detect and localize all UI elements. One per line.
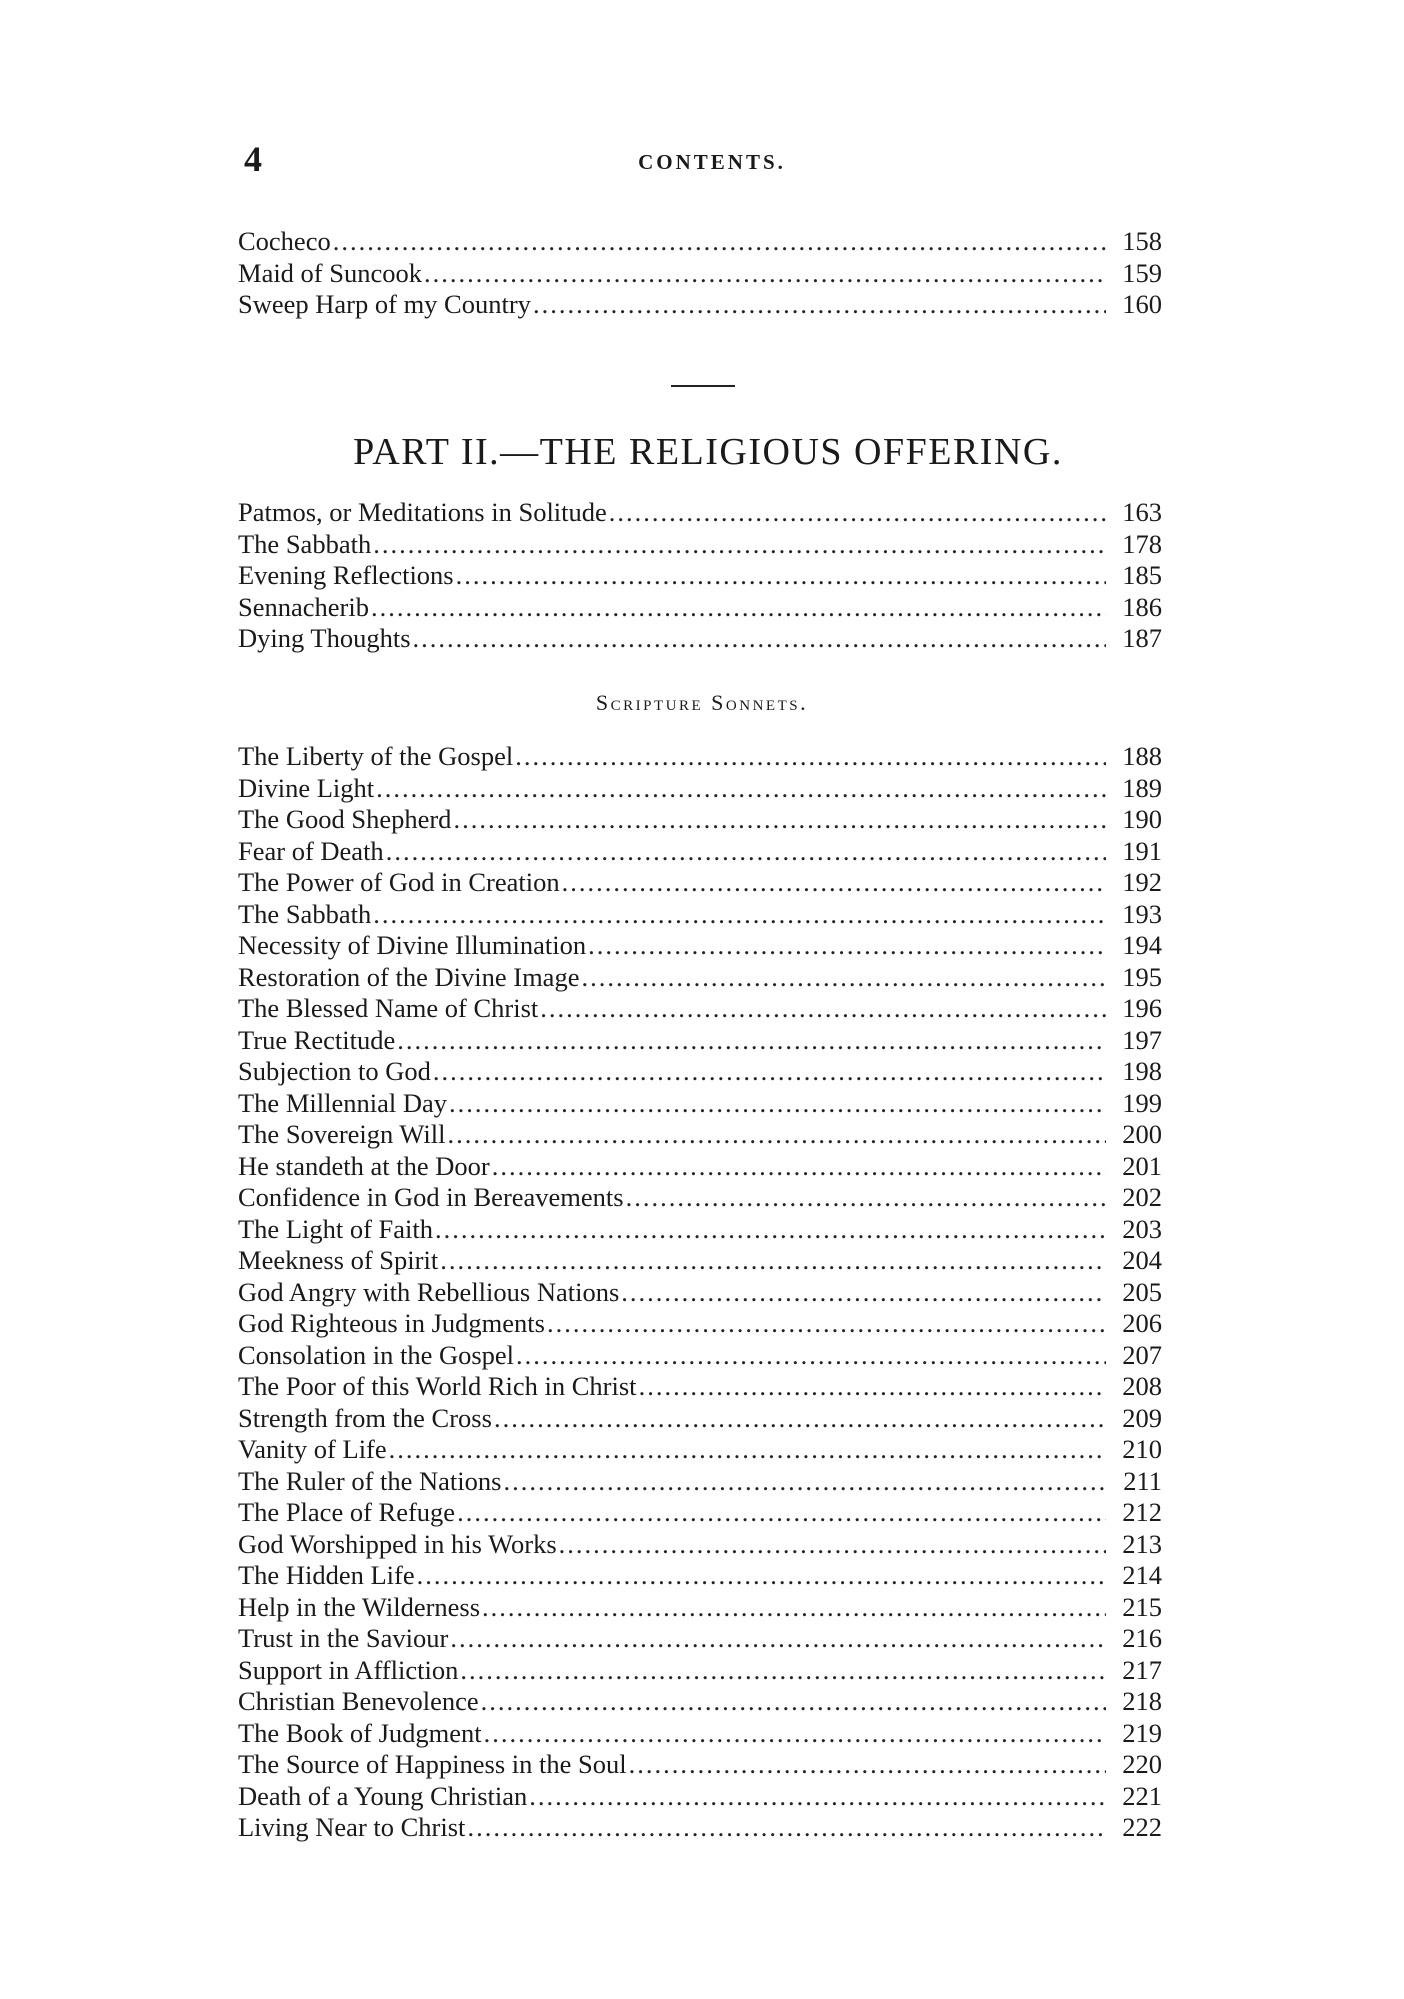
dot-leader	[371, 592, 1106, 624]
entry-title: The Book of Judgment	[238, 1717, 482, 1748]
entry-page: 220	[1122, 1749, 1162, 1779]
entry-page: 159	[1122, 257, 1162, 288]
entry-title: Maid of Suncook	[238, 257, 423, 288]
dot-leader	[453, 804, 1106, 836]
entry-title: The Place of Refuge	[238, 1497, 456, 1527]
entry-page: 217	[1122, 1654, 1162, 1685]
toc-entry	[238, 867, 1162, 899]
dot-leader	[533, 289, 1106, 321]
toc-entry	[238, 773, 1162, 805]
entry-page: 200	[1122, 1119, 1162, 1149]
entry-page: 190	[1122, 804, 1162, 834]
toc-entry	[238, 1623, 1162, 1655]
dot-leader	[386, 836, 1106, 868]
entry-page: 218	[1122, 1686, 1162, 1716]
toc-entry	[238, 497, 1162, 529]
toc-entry	[238, 560, 1162, 592]
entry-title: God Angry with Rebellious Nations	[238, 1276, 620, 1307]
dot-leader	[433, 1056, 1106, 1088]
dot-leader	[460, 1655, 1106, 1687]
entry-title: The Liberty of the Gospel	[238, 741, 514, 771]
entry-title: Death of a Young Christian	[238, 1780, 528, 1811]
dot-leader	[397, 1025, 1106, 1057]
dot-leader	[515, 741, 1106, 773]
toc-entry	[238, 529, 1162, 561]
dot-leader	[629, 1749, 1106, 1781]
dot-leader	[621, 1277, 1106, 1309]
entry-page: 204	[1122, 1245, 1162, 1275]
section-heading: Scripture Sonnets.	[595, 690, 809, 715]
entry-page: 208	[1122, 1371, 1162, 1401]
toc-entry	[238, 1245, 1162, 1277]
toc-entry	[238, 741, 1162, 773]
entry-page: 192	[1122, 867, 1162, 897]
entry-page: 219	[1122, 1717, 1162, 1748]
toc-entry	[238, 592, 1162, 624]
entry-title: Cocheco	[238, 226, 331, 256]
toc-part-list	[238, 497, 1162, 655]
entry-title: The Good Shepherd	[238, 804, 452, 834]
entry-title: The Sovereign Will	[238, 1119, 446, 1149]
toc-entry	[238, 1749, 1162, 1781]
entry-title: Strength from the Cross	[238, 1402, 492, 1433]
dot-leader	[639, 1371, 1106, 1403]
entry-title: The Poor of this World Rich in Christ	[238, 1371, 637, 1401]
dot-leader	[467, 1812, 1106, 1844]
dot-leader	[376, 773, 1106, 805]
entry-page: 197	[1122, 1024, 1162, 1055]
entry-title: Divine Light	[238, 772, 375, 803]
entry-title: Evening Reflections	[238, 560, 454, 590]
entry-title: Sweep Harp of my Country	[238, 289, 531, 319]
toc-entry	[238, 1592, 1162, 1624]
toc-entry	[238, 1371, 1162, 1403]
entry-page: 203	[1122, 1213, 1162, 1244]
toc-entry	[238, 1560, 1162, 1592]
entry-page: 187	[1122, 623, 1162, 653]
entry-title: The Blessed Name of Christ	[238, 993, 539, 1023]
entry-page: 222	[1122, 1812, 1162, 1842]
entry-title: True Rectitude	[238, 1024, 396, 1055]
entry-page: 214	[1122, 1560, 1162, 1590]
toc-entry	[238, 930, 1162, 962]
entry-page: 185	[1122, 560, 1162, 590]
toc-entry	[238, 1277, 1162, 1309]
toc-entry	[238, 1340, 1162, 1372]
entry-title: Sennacherib	[238, 591, 369, 622]
entry-page: 213	[1122, 1528, 1162, 1559]
entry-page: 205	[1122, 1276, 1162, 1307]
toc-entry	[238, 1497, 1162, 1529]
page-number: 4	[244, 139, 262, 179]
dot-leader	[484, 1718, 1106, 1750]
dot-leader	[457, 1497, 1106, 1529]
entry-title: The Millennial Day	[238, 1087, 447, 1118]
dot-leader	[373, 899, 1106, 931]
entry-title: He standeth at the Door	[238, 1150, 490, 1181]
dot-leader	[581, 962, 1106, 994]
dot-leader	[440, 1245, 1106, 1277]
dot-leader	[609, 497, 1106, 529]
entry-page: 216	[1122, 1623, 1162, 1653]
toc-entry	[238, 623, 1162, 655]
entry-page: 215	[1122, 1591, 1162, 1622]
entry-title: Support in Affliction	[238, 1654, 459, 1685]
toc-entry	[238, 226, 1162, 258]
entry-page: 202	[1122, 1182, 1162, 1212]
running-head: CONTENTS.	[638, 150, 786, 174]
toc-entry	[238, 1056, 1162, 1088]
toc-entry	[238, 1403, 1162, 1435]
dot-leader	[494, 1403, 1106, 1435]
entry-title: The Power of God in Creation	[238, 867, 560, 897]
toc-top-list	[238, 226, 1162, 321]
entry-page: 210	[1122, 1434, 1162, 1464]
dot-leader	[449, 1088, 1106, 1120]
entry-title: Fear of Death	[238, 835, 384, 866]
toc-entry	[238, 258, 1162, 290]
toc-entry	[238, 1119, 1162, 1151]
toc-entry	[238, 1434, 1162, 1466]
toc-entry	[238, 1781, 1162, 1813]
entry-page: 212	[1122, 1497, 1162, 1527]
dot-leader	[492, 1151, 1106, 1183]
dot-leader	[389, 1434, 1106, 1466]
dot-leader	[456, 560, 1106, 592]
entry-page: 163	[1122, 497, 1162, 527]
dot-leader	[333, 226, 1106, 258]
entry-page: 206	[1122, 1308, 1162, 1338]
entry-title: Consolation in the Gospel	[238, 1339, 515, 1370]
entry-title: Necessity of Divine Illumination	[238, 930, 587, 960]
toc-entry	[238, 899, 1162, 931]
entry-page: 191	[1122, 835, 1162, 866]
dot-leader	[413, 623, 1106, 655]
entry-page: 207	[1122, 1339, 1162, 1370]
entry-page: 158	[1122, 226, 1162, 256]
dot-leader	[562, 867, 1106, 899]
entry-page: 195	[1122, 961, 1162, 992]
toc-entry	[238, 1655, 1162, 1687]
toc-entry	[238, 289, 1162, 321]
toc-entry	[238, 836, 1162, 868]
entry-title: Trust in the Saviour	[238, 1623, 449, 1653]
dot-leader	[626, 1182, 1106, 1214]
entry-page: 186	[1122, 591, 1162, 622]
dot-leader	[540, 993, 1106, 1025]
entry-title: The Sabbath	[238, 898, 372, 929]
entry-page: 188	[1122, 741, 1162, 771]
dot-leader	[547, 1308, 1106, 1340]
toc-entry	[238, 1812, 1162, 1844]
entry-title: Meekness of Spirit	[238, 1245, 439, 1275]
dot-leader	[450, 1623, 1106, 1655]
toc-entry	[238, 1025, 1162, 1057]
entry-page: 193	[1122, 898, 1162, 929]
toc-entry	[238, 1308, 1162, 1340]
dot-leader	[424, 258, 1106, 290]
entry-page: 199	[1122, 1087, 1162, 1118]
entry-title: The Source of Happiness in the Soul	[238, 1749, 627, 1779]
entry-title: Christian Benevolence	[238, 1686, 479, 1716]
entry-title: Confidence in God in Bereavements	[238, 1182, 624, 1212]
entry-title: God Righteous in Judgments	[238, 1308, 545, 1338]
dot-leader	[503, 1466, 1106, 1498]
toc-entry	[238, 993, 1162, 1025]
entry-title: Subjection to God	[238, 1056, 431, 1086]
entry-page: 160	[1122, 289, 1162, 319]
toc-entry	[238, 1151, 1162, 1183]
dot-leader	[516, 1340, 1106, 1372]
dot-leader	[435, 1214, 1106, 1246]
toc-entry	[238, 1088, 1162, 1120]
part-heading: PART II.—THE RELIGIOUS OFFERING.	[353, 431, 1063, 473]
entry-page: 178	[1122, 528, 1162, 559]
toc-entry	[238, 1214, 1162, 1246]
entry-title: Vanity of Life	[238, 1434, 387, 1464]
section-divider	[671, 385, 735, 387]
entry-page: 201	[1122, 1150, 1162, 1181]
dot-leader	[481, 1686, 1106, 1718]
toc-entry	[238, 1182, 1162, 1214]
toc-entry	[238, 1718, 1162, 1750]
dot-leader	[417, 1560, 1106, 1592]
toc-entry	[238, 804, 1162, 836]
entry-page: 194	[1122, 930, 1162, 960]
entry-title: Restoration of the Divine Image	[238, 961, 580, 992]
dot-leader	[559, 1529, 1106, 1561]
entry-page: 221	[1122, 1780, 1162, 1811]
entry-title: The Sabbath	[238, 528, 372, 559]
toc-entry	[238, 1686, 1162, 1718]
entry-page: 198	[1122, 1056, 1162, 1086]
toc-sonnet-list	[238, 741, 1162, 1844]
toc-entry	[238, 1466, 1162, 1498]
dot-leader	[447, 1119, 1106, 1151]
toc-entry	[238, 962, 1162, 994]
dot-leader	[529, 1781, 1106, 1813]
entry-title: God Worshipped in his Works	[238, 1528, 557, 1559]
entry-title: Dying Thoughts	[238, 623, 411, 653]
entry-title: Help in the Wilderness	[238, 1591, 481, 1622]
entry-page: 189	[1122, 772, 1162, 803]
dot-leader	[482, 1592, 1106, 1624]
entry-title: The Ruler of the Nations	[238, 1465, 502, 1496]
entry-title: Living Near to Christ	[238, 1812, 466, 1842]
entry-title: The Hidden Life	[238, 1560, 415, 1590]
toc-entry	[238, 1529, 1162, 1561]
entry-title: The Light of Faith	[238, 1213, 434, 1244]
entry-page: 209	[1122, 1402, 1162, 1433]
entry-title: Patmos, or Meditations in Solitude	[238, 497, 607, 527]
dot-leader	[588, 930, 1106, 962]
entry-page: 211	[1123, 1465, 1162, 1496]
dot-leader	[373, 529, 1106, 561]
entry-page: 196	[1122, 993, 1162, 1023]
